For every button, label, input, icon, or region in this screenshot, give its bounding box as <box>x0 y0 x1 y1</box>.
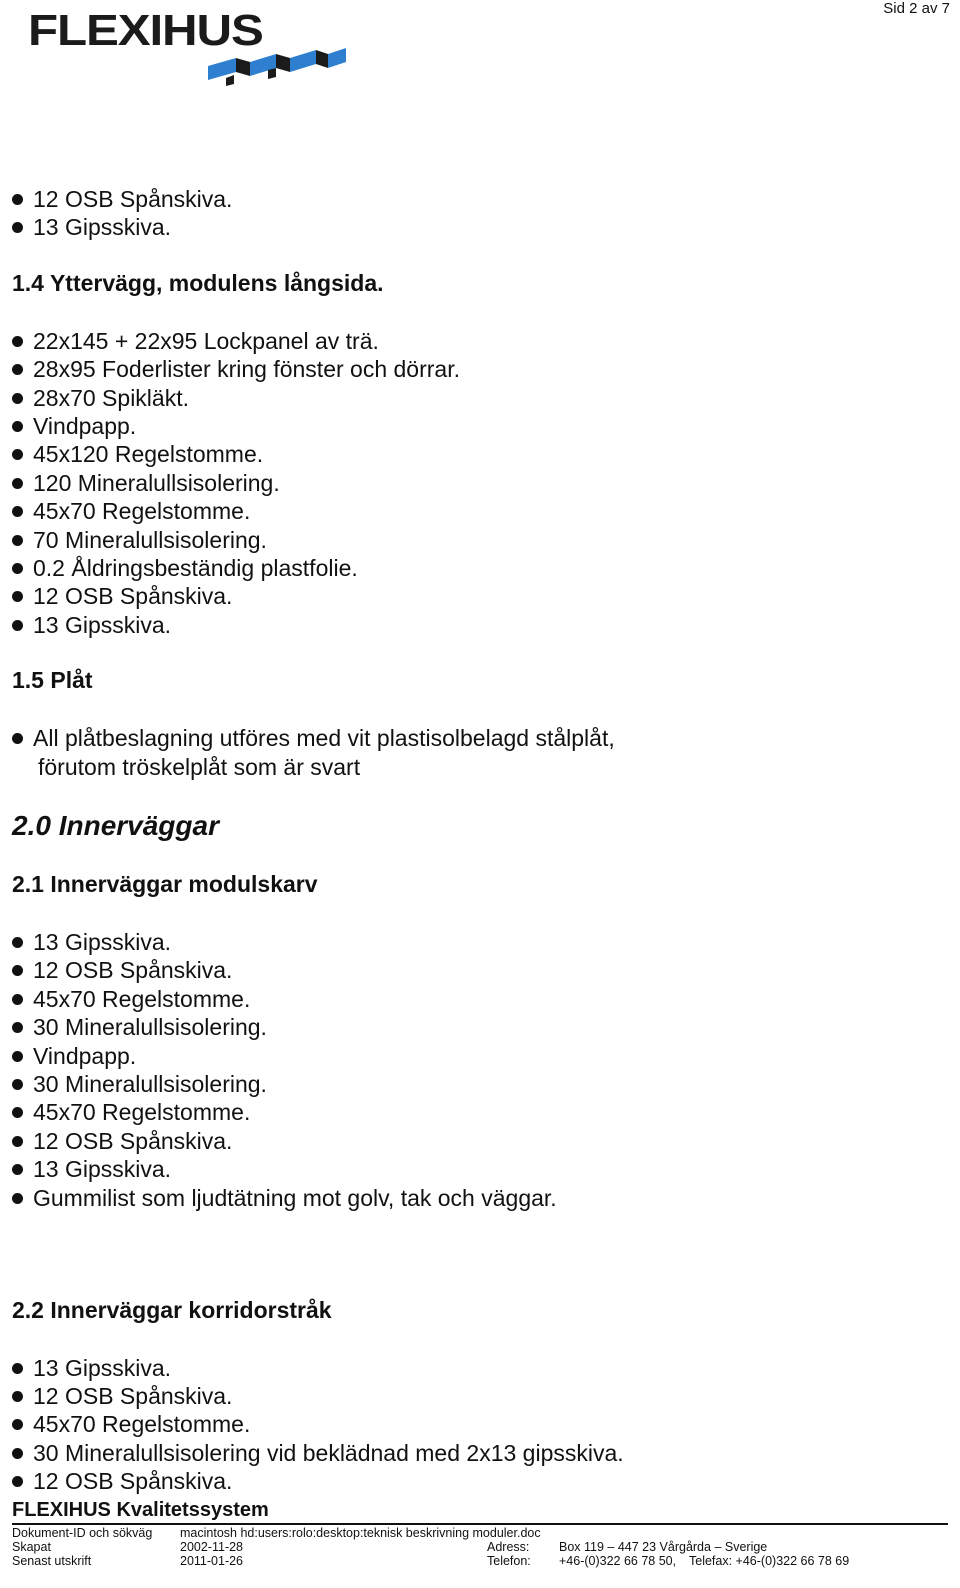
bullet-icon <box>12 364 23 375</box>
list-item: 45x70 Regelstomme. <box>12 985 250 1013</box>
bullet-icon <box>12 506 23 517</box>
list-item: 30 Mineralullsisolering vid beklädnad med 2x13 gipsskiva. <box>12 1439 624 1467</box>
list-item: 13 Gipsskiva. <box>12 1354 171 1382</box>
bullet-icon <box>12 421 23 432</box>
list-item: 45x120 Regelstomme. <box>12 440 263 468</box>
list-item: 13 Gipsskiva. <box>12 928 171 956</box>
bullet-icon <box>12 1079 23 1090</box>
section-heading-1-5: 1.5 Plåt <box>12 667 93 693</box>
section-heading-1-4: 1.4 Yttervägg, modulens långsida. <box>12 270 384 296</box>
list-item: 12 OSB Spånskiva. <box>12 582 232 610</box>
bullet-icon <box>12 449 23 460</box>
list-item: 12 OSB Spånskiva. <box>12 1382 232 1410</box>
bullet-icon <box>12 1022 23 1033</box>
bullet-icon <box>12 733 23 744</box>
footer-printed-label: Senast utskrift <box>12 1554 92 1568</box>
list-item: 120 Mineralullsisolering. <box>12 469 280 497</box>
footer-title: FLEXIHUS Kvalitetssystem <box>12 1499 269 1521</box>
bullet-icon <box>12 1193 23 1204</box>
list-item: All plåtbeslagning utföres med vit plastisolbelagd stålplåt, <box>12 724 615 752</box>
list-item: Gummilist som ljudtätning mot golv, tak och väggar. <box>12 1184 557 1212</box>
section-heading-2-0: 2.0 Innerväggar <box>12 810 219 841</box>
footer-address: Box 119 – 447 23 Vårgårda – Sverige <box>559 1540 768 1554</box>
bullet-icon <box>12 620 23 631</box>
footer-created-label: Skapat <box>12 1540 51 1554</box>
bullet-icon <box>12 535 23 546</box>
list-item: 22x145 + 22x95 Lockpanel av trä. <box>12 327 379 355</box>
section-heading-2-2: 2.2 Innerväggar korridorstråk <box>12 1297 332 1323</box>
list-item: 13 Gipsskiva. <box>12 1155 171 1183</box>
footer-phone-label: Telefon: <box>487 1554 531 1568</box>
bullet-icon <box>12 1164 23 1175</box>
flexihus-logo <box>24 6 334 82</box>
list-item: 12 OSB Spånskiva. <box>12 1467 232 1495</box>
list-item-continuation: förutom tröskelplåt som är svart <box>38 754 361 780</box>
list-item: Vindpapp. <box>12 1042 136 1070</box>
list-item: 12 OSB Spånskiva. <box>12 956 232 984</box>
bullet-icon <box>12 563 23 574</box>
list-item: 28x95 Foderlister kring fönster och dörrar. <box>12 355 460 383</box>
page-number: Sid 2 av 7 <box>883 0 950 17</box>
footer-printed-date: 2011-01-26 <box>180 1554 244 1568</box>
bullet-icon <box>12 393 23 404</box>
list-item: 45x70 Regelstomme. <box>12 1410 250 1438</box>
logo-blocks-icon <box>206 44 351 86</box>
bullet-icon <box>12 1476 23 1487</box>
bullet-icon <box>12 1136 23 1147</box>
bullet-icon <box>12 591 23 602</box>
bullet-icon <box>12 965 23 976</box>
list-item: 13 Gipsskiva. <box>12 213 171 241</box>
list-item: 12 OSB Spånskiva. <box>12 185 232 213</box>
bullet-icon <box>12 1107 23 1118</box>
bullet-icon <box>12 1391 23 1402</box>
section-heading-2-1: 2.1 Innerväggar modulskarv <box>12 871 318 897</box>
bullet-icon <box>12 1051 23 1062</box>
footer-divider <box>12 1523 948 1525</box>
logo-wordmark: FLEXIHUS <box>28 6 263 55</box>
bullet-icon <box>12 1419 23 1430</box>
list-item: 30 Mineralullsisolering. <box>12 1013 267 1041</box>
bullet-icon <box>12 478 23 489</box>
footer-address-label: Adress: <box>487 1540 530 1554</box>
list-item: 0.2 Åldringsbeständig plastfolie. <box>12 554 358 582</box>
footer-phone: +46-(0)322 66 78 50, <box>559 1554 677 1568</box>
list-item: 28x70 Spikläkt. <box>12 384 189 412</box>
footer-created-date: 2002-11-28 <box>180 1540 244 1554</box>
list-item: 45x70 Regelstomme. <box>12 1098 250 1126</box>
list-item: 13 Gipsskiva. <box>12 611 171 639</box>
list-item: 30 Mineralullsisolering. <box>12 1070 267 1098</box>
bullet-icon <box>12 1363 23 1374</box>
footer-fax: Telefax: +46-(0)322 66 78 69 <box>689 1554 850 1568</box>
list-item: 45x70 Regelstomme. <box>12 497 250 525</box>
bullet-icon <box>12 336 23 347</box>
list-item: 12 OSB Spånskiva. <box>12 1127 232 1155</box>
footer-doc-label: Dokument-ID och sökväg <box>12 1526 153 1540</box>
bullet-icon <box>12 1448 23 1459</box>
list-item: Vindpapp. <box>12 412 136 440</box>
bullet-icon <box>12 994 23 1005</box>
footer-doc-path: macintosh hd:users:rolo:desktop:teknisk beskrivning moduler.doc <box>180 1526 541 1540</box>
bullet-icon <box>12 222 23 233</box>
bullet-icon <box>12 194 23 205</box>
list-item: 70 Mineralullsisolering. <box>12 526 267 554</box>
bullet-icon <box>12 937 23 948</box>
